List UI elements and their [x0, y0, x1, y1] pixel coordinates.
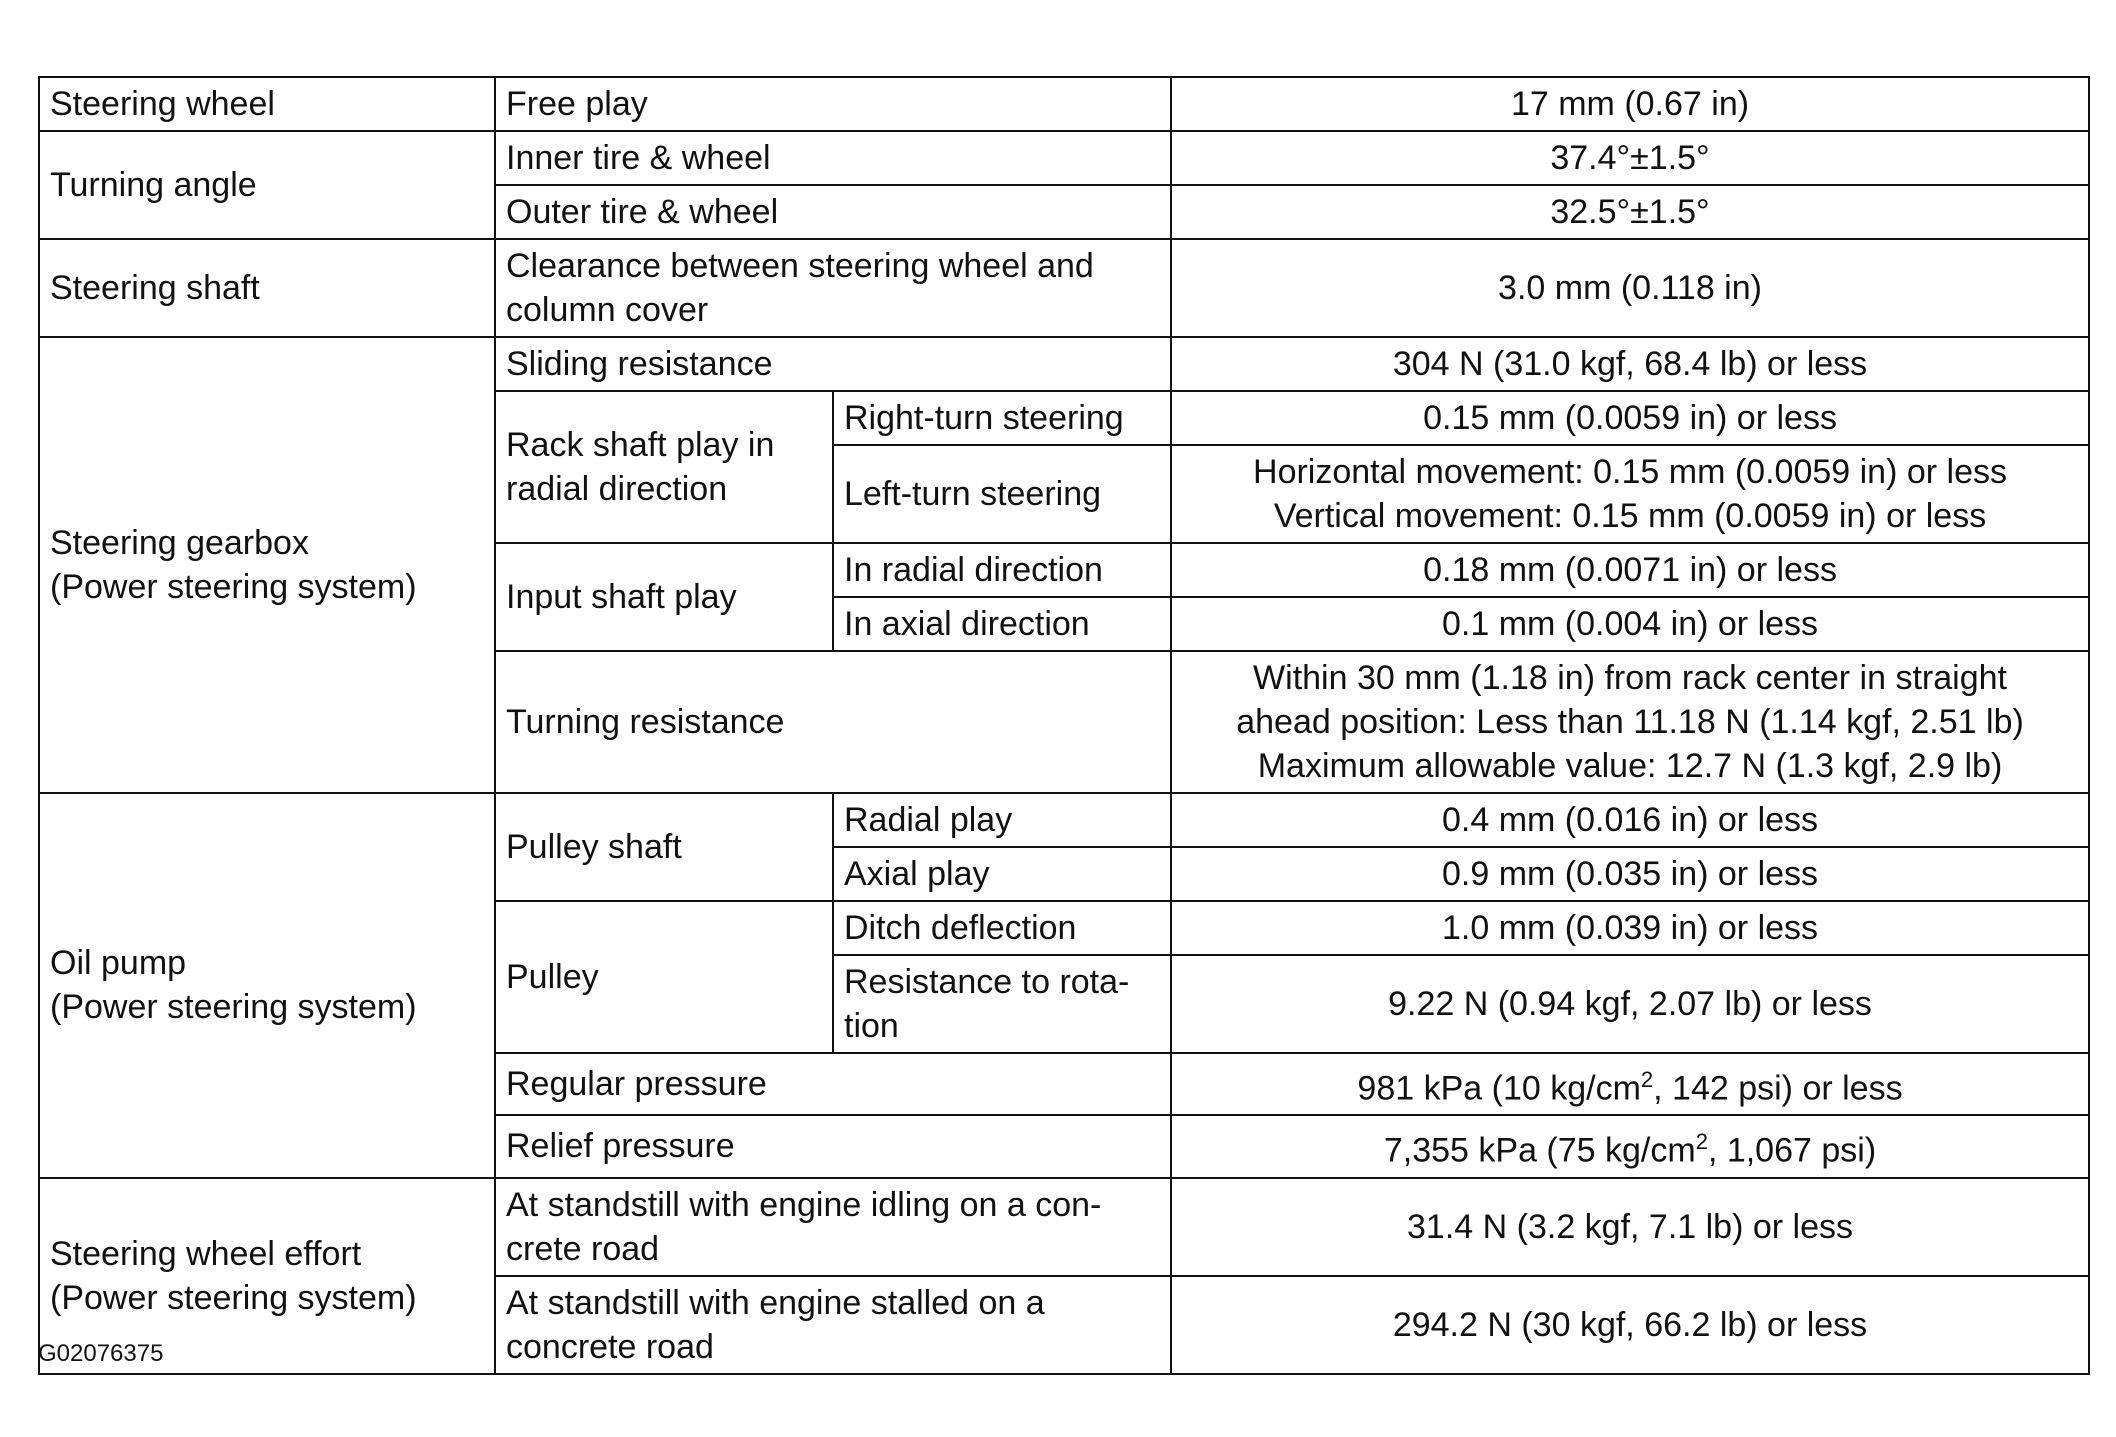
- rotation-resistance-value: 9.22 N (0.94 kgf, 2.07 lb) or less: [1171, 955, 2089, 1053]
- idling-label: At standstill with engine idling on a con- crete road: [495, 1178, 1171, 1276]
- turning-resistance-value: Within 30 mm (1.18 in) from rack center in straight ahead position: Less than 11.18 N (1.14 kgf, 2.51 lb) Maximum allowable value: 12.7 N (1.3 kgf, 2.9 lb): [1171, 651, 2089, 793]
- axial-play-label: Axial play: [833, 847, 1171, 901]
- figure-code: G02076375: [38, 1340, 164, 1367]
- inner-tire-label: Inner tire & wheel: [495, 131, 1171, 185]
- sliding-resistance-value: 304 N (31.0 kgf, 68.4 lb) or less: [1171, 337, 2089, 391]
- regular-pressure-value-main: 981 kPa (10 kg/cm: [1357, 1069, 1641, 1108]
- axial-direction-value: 0.1 mm (0.004 in) or less: [1171, 597, 2089, 651]
- relief-pressure-value-main: 7,355 kPa (75 kg/cm: [1383, 1131, 1696, 1170]
- steering-wheel-label: Steering wheel: [39, 77, 495, 131]
- axial-direction-label: In axial direction: [833, 597, 1171, 651]
- table-row: [39, 793, 2089, 847]
- oil-pump-label: Oil pump (Power steering system): [39, 793, 495, 1178]
- outer-tire-value: 32.5°±1.5°: [1171, 185, 2089, 239]
- clearance-label: Clearance between steering wheel and column cover: [495, 239, 1171, 337]
- table-row: [39, 239, 2089, 337]
- table-row: [39, 131, 2089, 185]
- table-row: [39, 77, 2089, 131]
- steering-gearbox-label: Steering gearbox (Power steering system): [39, 337, 495, 793]
- outer-tire-label: Outer tire & wheel: [495, 185, 1171, 239]
- stalled-value: 294.2 N (30 kgf, 66.2 lb) or less: [1171, 1276, 2089, 1374]
- relief-pressure-value-rest: , 1,067 psi): [1707, 1131, 1877, 1170]
- sliding-resistance-label: Sliding resistance: [495, 337, 1171, 391]
- table-row: [39, 1178, 2089, 1276]
- pulley-label: Pulley: [495, 901, 833, 1053]
- relief-pressure-label: Relief pressure: [495, 1115, 1171, 1177]
- clearance-value: 3.0 mm (0.118 in): [1171, 239, 2089, 337]
- turning-angle-label: Turning angle: [39, 131, 495, 239]
- radial-direction-label: In radial direction: [833, 543, 1171, 597]
- relief-pressure-value: [1171, 1115, 2089, 1177]
- relief-pressure-superscript: 2: [1695, 1129, 1708, 1155]
- steering-shaft-label: Steering shaft: [39, 239, 495, 337]
- inner-tire-value: 37.4°±1.5°: [1171, 131, 2089, 185]
- specification-table: [38, 76, 2090, 1375]
- axial-play-value: 0.9 mm (0.035 in) or less: [1171, 847, 2089, 901]
- wheel-effort-label: Steering wheel effort (Power steering system): [39, 1178, 495, 1374]
- turning-resistance-label: Turning resistance: [495, 651, 1171, 793]
- free-play-value: 17 mm (0.67 in): [1171, 77, 2089, 131]
- regular-pressure-label: Regular pressure: [495, 1053, 1171, 1115]
- free-play-label: Free play: [495, 77, 1171, 131]
- rotation-resistance-label: Resistance to rota- tion: [833, 955, 1171, 1053]
- radial-play-label: Radial play: [833, 793, 1171, 847]
- left-turn-value: Horizontal movement: 0.15 mm (0.0059 in) or less Vertical movement: 0.15 mm (0.0059 in) or less: [1171, 445, 2089, 543]
- input-shaft-play-label: Input shaft play: [495, 543, 833, 651]
- rack-shaft-play-label: Rack shaft play in radial direction: [495, 391, 833, 543]
- table-row: [39, 337, 2089, 391]
- regular-pressure-value: [1171, 1053, 2089, 1115]
- right-turn-label: Right-turn steering: [833, 391, 1171, 445]
- regular-pressure-value-rest: , 142 psi) or less: [1653, 1069, 1903, 1108]
- radial-direction-value: 0.18 mm (0.0071 in) or less: [1171, 543, 2089, 597]
- idling-value: 31.4 N (3.2 kgf, 7.1 lb) or less: [1171, 1178, 2089, 1276]
- left-turn-label: Left-turn steering: [833, 445, 1171, 543]
- ditch-deflection-value: 1.0 mm (0.039 in) or less: [1171, 901, 2089, 955]
- ditch-deflection-label: Ditch deflection: [833, 901, 1171, 955]
- pulley-shaft-label: Pulley shaft: [495, 793, 833, 901]
- right-turn-value: 0.15 mm (0.0059 in) or less: [1171, 391, 2089, 445]
- radial-play-value: 0.4 mm (0.016 in) or less: [1171, 793, 2089, 847]
- regular-pressure-superscript: 2: [1640, 1067, 1654, 1092]
- stalled-label: At standstill with engine stalled on a concrete road: [495, 1276, 1171, 1374]
